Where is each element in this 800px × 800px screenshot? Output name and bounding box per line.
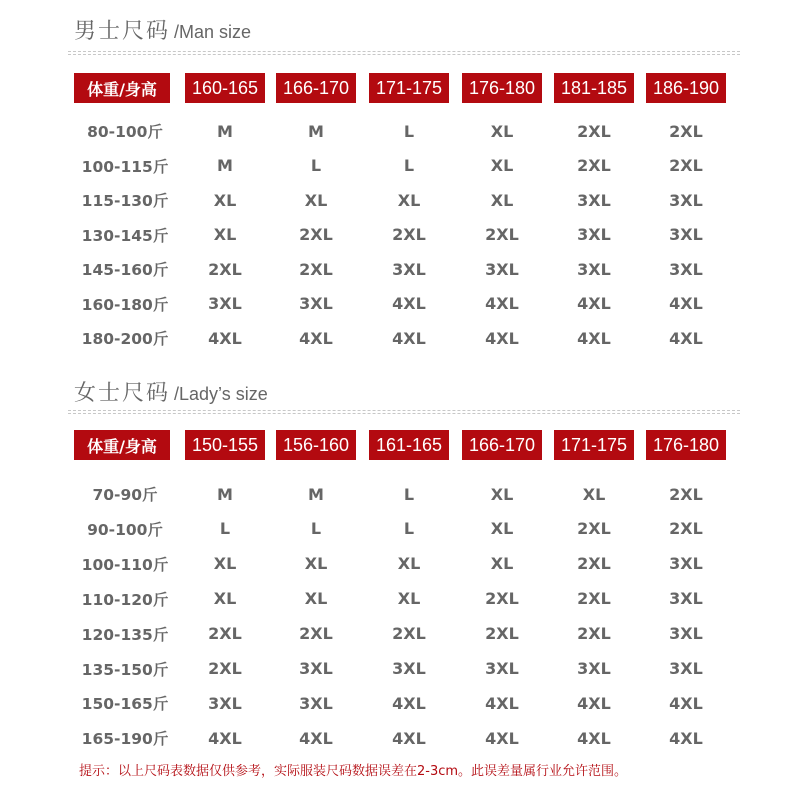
lady-size-cell: L	[310, 519, 322, 539]
lady-size-cell: 3XL	[577, 659, 611, 678]
lady-size-title	[74, 376, 268, 407]
man-weight-label: 115-130斤	[81, 192, 169, 210]
lady-size-cell: XL	[304, 589, 328, 609]
man-size-cell: 3XL	[577, 225, 611, 244]
lady-title-zh: 女士尺码	[74, 381, 171, 406]
man-size-cell: 3XL	[669, 190, 703, 210]
lady-size-cell: XL	[213, 589, 237, 609]
man-title-zh: 男士尺码	[74, 19, 171, 44]
lady-size-cell: 4XL	[485, 728, 519, 748]
lady-size-cell: XL	[397, 554, 421, 574]
lady-size-cell: XL	[582, 484, 606, 504]
man-height-header: 171-175	[369, 73, 449, 103]
lady-size-cell: L	[219, 519, 231, 539]
man-size-cell: 2XL	[208, 259, 242, 279]
lady-size-cell: 3XL	[669, 659, 703, 678]
lady-size-cell: XL	[397, 589, 421, 609]
man-size-cell: 2XL	[669, 156, 703, 175]
lady-size-cell: 3XL	[299, 693, 333, 713]
man-title-en: /Man size	[174, 22, 252, 42]
man-size-cell: 4XL	[392, 294, 426, 313]
lady-size-cell: 3XL	[669, 624, 703, 644]
lady-size-cell: 4XL	[669, 693, 703, 713]
man-size-cell: 4XL	[669, 328, 703, 348]
lady-size-cell: 2XL	[577, 554, 611, 574]
man-size-cell: L	[310, 156, 322, 175]
man-size-cell: 2XL	[485, 225, 519, 244]
lady-size-cell: 2XL	[577, 589, 611, 609]
man-size-cell: XL	[213, 190, 237, 210]
man-weight-label: 80-100斤	[87, 123, 163, 141]
man-height-header: 166-170	[276, 73, 356, 103]
lady-size-cell: 4XL	[299, 728, 333, 748]
lady-height-header: 171-175	[554, 430, 634, 460]
man-size-cell: XL	[490, 156, 514, 175]
man-size-cell: M	[308, 121, 324, 141]
lady-size-cell: 3XL	[669, 554, 703, 574]
lady-size-cell: 3XL	[392, 659, 426, 678]
man-size-cell: 4XL	[208, 328, 242, 348]
man-size-cell: XL	[490, 121, 514, 141]
lady-weight-label: 90-100斤	[87, 520, 163, 539]
man-size-cell: 4XL	[299, 328, 333, 348]
man-divider	[68, 51, 740, 55]
man-size-title	[74, 14, 251, 45]
lady-weight-label: 150-165斤	[81, 695, 169, 714]
lady-size-cell: 2XL	[577, 519, 611, 539]
lady-size-cell: 2XL	[485, 624, 519, 644]
man-size-cell: 4XL	[577, 328, 611, 348]
lady-size-cell: 2XL	[577, 624, 611, 644]
lady-weight-label: 120-135斤	[81, 625, 169, 644]
lady-size-cell: L	[403, 484, 415, 504]
man-size-cell: M	[217, 121, 233, 141]
lady-weight-label: 110-120斤	[81, 590, 169, 609]
man-height-header: 181-185	[554, 73, 634, 103]
man-size-cell: 3XL	[577, 190, 611, 210]
lady-size-cell: 4XL	[392, 728, 426, 748]
lady-divider	[68, 410, 740, 414]
lady-size-cell: M	[308, 484, 324, 504]
man-header-label: 体重/身高	[74, 73, 170, 103]
lady-size-cell: 4XL	[485, 693, 519, 713]
man-size-cell: 2XL	[577, 156, 611, 175]
man-size-cell: 3XL	[577, 259, 611, 279]
disclaimer-note: 提示：以上尺码表数据仅供参考，实际服装尺码数据误差在2-3cm。此误差量属行业允许范围。	[79, 764, 628, 779]
man-weight-label: 180-200斤	[81, 330, 169, 348]
man-size-cell: M	[217, 156, 233, 175]
man-size-cell: 2XL	[669, 121, 703, 141]
lady-size-cell: 3XL	[208, 693, 242, 713]
lady-height-header: 176-180	[646, 430, 726, 460]
man-size-cell: 4XL	[485, 294, 519, 313]
lady-size-cell: 2XL	[392, 624, 426, 644]
lady-size-cell: 4XL	[208, 728, 242, 748]
man-size-cell: 3XL	[208, 294, 242, 313]
man-height-header: 176-180	[462, 73, 542, 103]
man-size-cell: 3XL	[669, 259, 703, 279]
lady-size-cell: XL	[213, 554, 237, 574]
man-size-cell: 4XL	[669, 294, 703, 313]
lady-size-cell: L	[403, 519, 415, 539]
lady-size-cell: 3XL	[485, 659, 519, 678]
man-height-header: 186-190	[646, 73, 726, 103]
lady-height-header: 166-170	[462, 430, 542, 460]
lady-size-cell: 2XL	[669, 484, 703, 504]
lady-weight-label: 135-150斤	[81, 660, 169, 679]
lady-weight-label: 70-90斤	[92, 486, 158, 504]
man-size-cell: XL	[397, 190, 421, 210]
lady-size-cell: 4XL	[577, 693, 611, 713]
lady-size-cell: XL	[490, 484, 514, 504]
man-height-header: 160-165	[185, 73, 265, 103]
lady-title-en: /Lady’s size	[174, 384, 268, 404]
lady-weight-label: 100-110斤	[81, 555, 169, 574]
lady-height-header: 150-155	[185, 430, 265, 460]
man-size-cell: 3XL	[485, 259, 519, 279]
lady-size-cell: XL	[490, 554, 514, 574]
lady-size-cell: 2XL	[669, 519, 703, 539]
man-size-cell: 2XL	[392, 225, 426, 244]
man-size-cell: L	[403, 156, 415, 175]
man-size-cell: XL	[304, 190, 328, 210]
lady-height-header: 156-160	[276, 430, 356, 460]
lady-size-cell: XL	[304, 554, 328, 574]
man-size-cell: 4XL	[485, 328, 519, 348]
lady-size-cell: 4XL	[577, 728, 611, 748]
lady-header-label: 体重/身高	[74, 430, 170, 460]
man-size-cell: 3XL	[669, 225, 703, 244]
lady-size-cell: M	[217, 484, 233, 504]
man-size-cell: XL	[213, 225, 237, 244]
lady-height-header: 161-165	[369, 430, 449, 460]
man-weight-label: 160-180斤	[81, 295, 169, 314]
man-size-cell: 4XL	[577, 294, 611, 313]
lady-weight-label: 165-190斤	[81, 730, 169, 749]
man-weight-label: 145-160斤	[81, 261, 169, 279]
man-size-cell: 2XL	[577, 121, 611, 141]
lady-size-cell: 4XL	[392, 693, 426, 713]
lady-size-cell: 3XL	[299, 659, 333, 678]
lady-size-cell: 4XL	[669, 728, 703, 748]
man-size-cell: 2XL	[299, 225, 333, 244]
lady-size-cell: 2XL	[208, 659, 242, 678]
man-weight-label: 130-145斤	[81, 226, 169, 245]
lady-size-cell: 2XL	[299, 624, 333, 644]
lady-size-cell: 2XL	[208, 624, 242, 644]
man-size-cell: L	[403, 121, 415, 141]
man-weight-label: 100-115斤	[81, 157, 169, 176]
man-size-cell: 2XL	[299, 259, 333, 279]
lady-size-cell: 2XL	[485, 589, 519, 609]
lady-size-cell: 3XL	[669, 589, 703, 609]
lady-size-cell: XL	[490, 519, 514, 539]
man-size-cell: 3XL	[299, 294, 333, 313]
man-size-cell: XL	[490, 190, 514, 210]
man-size-cell: 3XL	[392, 259, 426, 279]
man-size-cell: 4XL	[392, 328, 426, 348]
